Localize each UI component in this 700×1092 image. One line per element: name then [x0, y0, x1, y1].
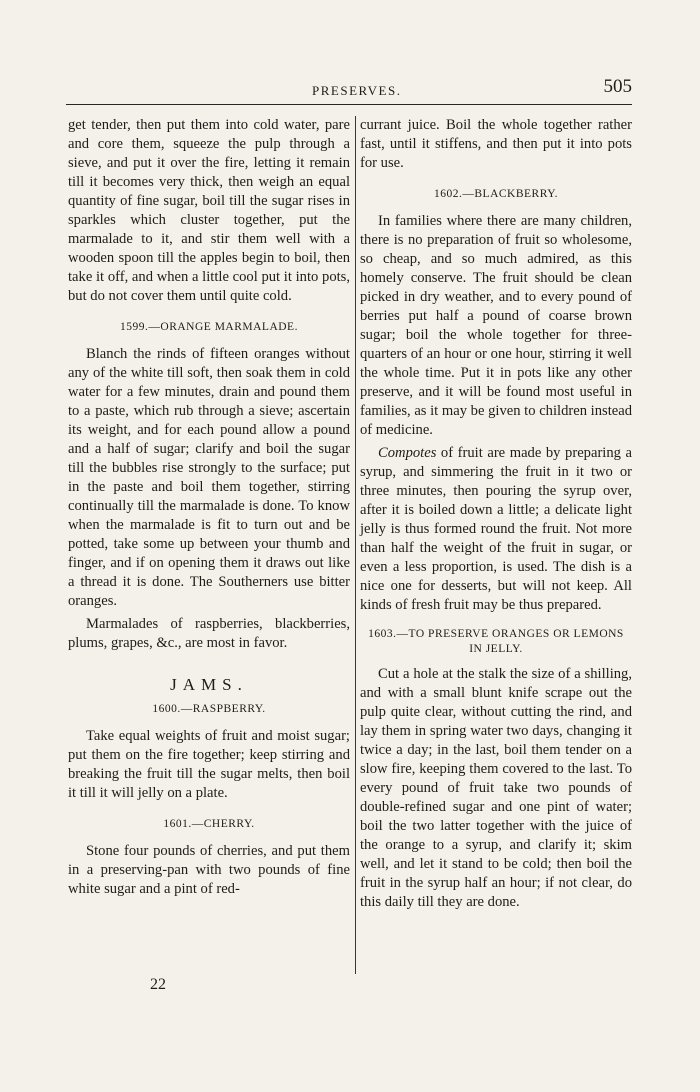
- running-head: PRESERVES.: [312, 83, 402, 98]
- paragraph: get tender, then put them into cold water, pare and core them, squeeze the pulp through a sieve, and put it over the fire, letting it remain till it becomes very thick, then weigh an equal quantity of fine sugar, boil till the sugar rises in sparkles which cluster together, put the marmalade to it, and stir them well with a wooden spoon till the apples begin to boil, then take it off, and when a little cool put it into pots, but do not cover them until quite cold.: [68, 117, 350, 304]
- paragraph-text: of fruit are made by preparing a syrup, and simmering the fruit in it two or three minutes, then pouring the syrup over, after it is boiled down a little; a delicate light jelly is thus formed round the fruit. Not more than half the weight of the fruit in sugar, or even a less proportion, is used. The dish is a nice one for desserts, but will not keep. All kinds of fresh fruit may be thus prepared.: [360, 445, 632, 613]
- paragraph: Stone four pounds of cherries, and put them in a preserving-pan with two pounds of fine white sugar and a pint of red-: [68, 843, 350, 897]
- right-column: [360, 116, 632, 912]
- paragraph: Marmalades of raspberries, blackberries, plums, grapes, &c., are most in favor.: [68, 616, 350, 651]
- header-rule: [66, 104, 632, 105]
- heading-line: 1603.—TO PRESERVE ORANGES OR LEMONS: [368, 628, 624, 640]
- signature-mark: 22: [150, 976, 166, 993]
- heading-line: IN JELLY.: [469, 643, 523, 655]
- paragraph: In families where there are many children, there is no preparation of fruit so wholesome, so cheap, and so much admired, as this homely conserve. The fruit should be clean picked in dry weather, and to every pound of berries put half a pound of coarse brown sugar; boil the whole together for three-quarters of an hour or one hour, stirring it well the whole time. Put it in pots like any other preserve, and it will be found most useful in families, as it may be given to children instead of medicine.: [360, 213, 632, 438]
- recipe-heading-1603: [360, 627, 632, 657]
- italic-term: Compotes: [378, 445, 437, 461]
- page-number: 505: [603, 76, 632, 97]
- paragraph: currant juice. Boil the whole together rather fast, until it stiffens, and then put it into pots for use.: [360, 117, 632, 171]
- column-divider: [355, 116, 356, 974]
- recipe-heading-1602: 1602.—BLACKBERRY.: [434, 188, 558, 200]
- paragraph: Blanch the rinds of fifteen oranges without any of the white till soft, then soak them in cold water for a few minutes, drain and pound them to a paste, which rub through a sieve; ascertain its weight, and for each pound allow a pound and a half of sugar; clarify and boil the sugar till the bubbles rise strongly to the surface; put in the paste and boil them together, stirring continually till the marmalade is done. To know when the marmalade is fit to turn out and be potted, take some up between your thumb and finger, and if on opening them it draws out like a thread it is done. The Southerners use bitter oranges.: [68, 346, 350, 609]
- recipe-heading-1599: 1599.—ORANGE MARMALADE.: [120, 321, 298, 333]
- paragraph: Take equal weights of fruit and moist sugar; put them on the fire together; keep stirring and breaking the fruit till the sugar melts, then boil it till it will jelly on a plate.: [68, 728, 350, 801]
- recipe-heading-1601: 1601.—CHERRY.: [163, 818, 255, 830]
- paragraph: Cut a hole at the stalk the size of a shilling, and with a small blunt knife scrape out the pulp quite clear, without cutting the rind, and lay them in spring water two days, changing it twice a day; in the last, boil them tender on a slow fire, keeping them covered to the last. To every pound of fruit take two pounds of double-refined sugar and one pint of water; boil the two latter together with the juice of the orange to a syrup, and clarify it; skim well, and let it stand to be cold; then boil the fruit in the syrup half an hour; if not clear, do this daily till they are done.: [360, 666, 632, 910]
- paragraph: [360, 444, 632, 615]
- recipe-heading-1600: 1600.—RASPBERRY.: [152, 703, 266, 715]
- page-header: [66, 76, 632, 100]
- left-column: [68, 116, 350, 899]
- section-heading-jams: JAMS.: [170, 675, 248, 694]
